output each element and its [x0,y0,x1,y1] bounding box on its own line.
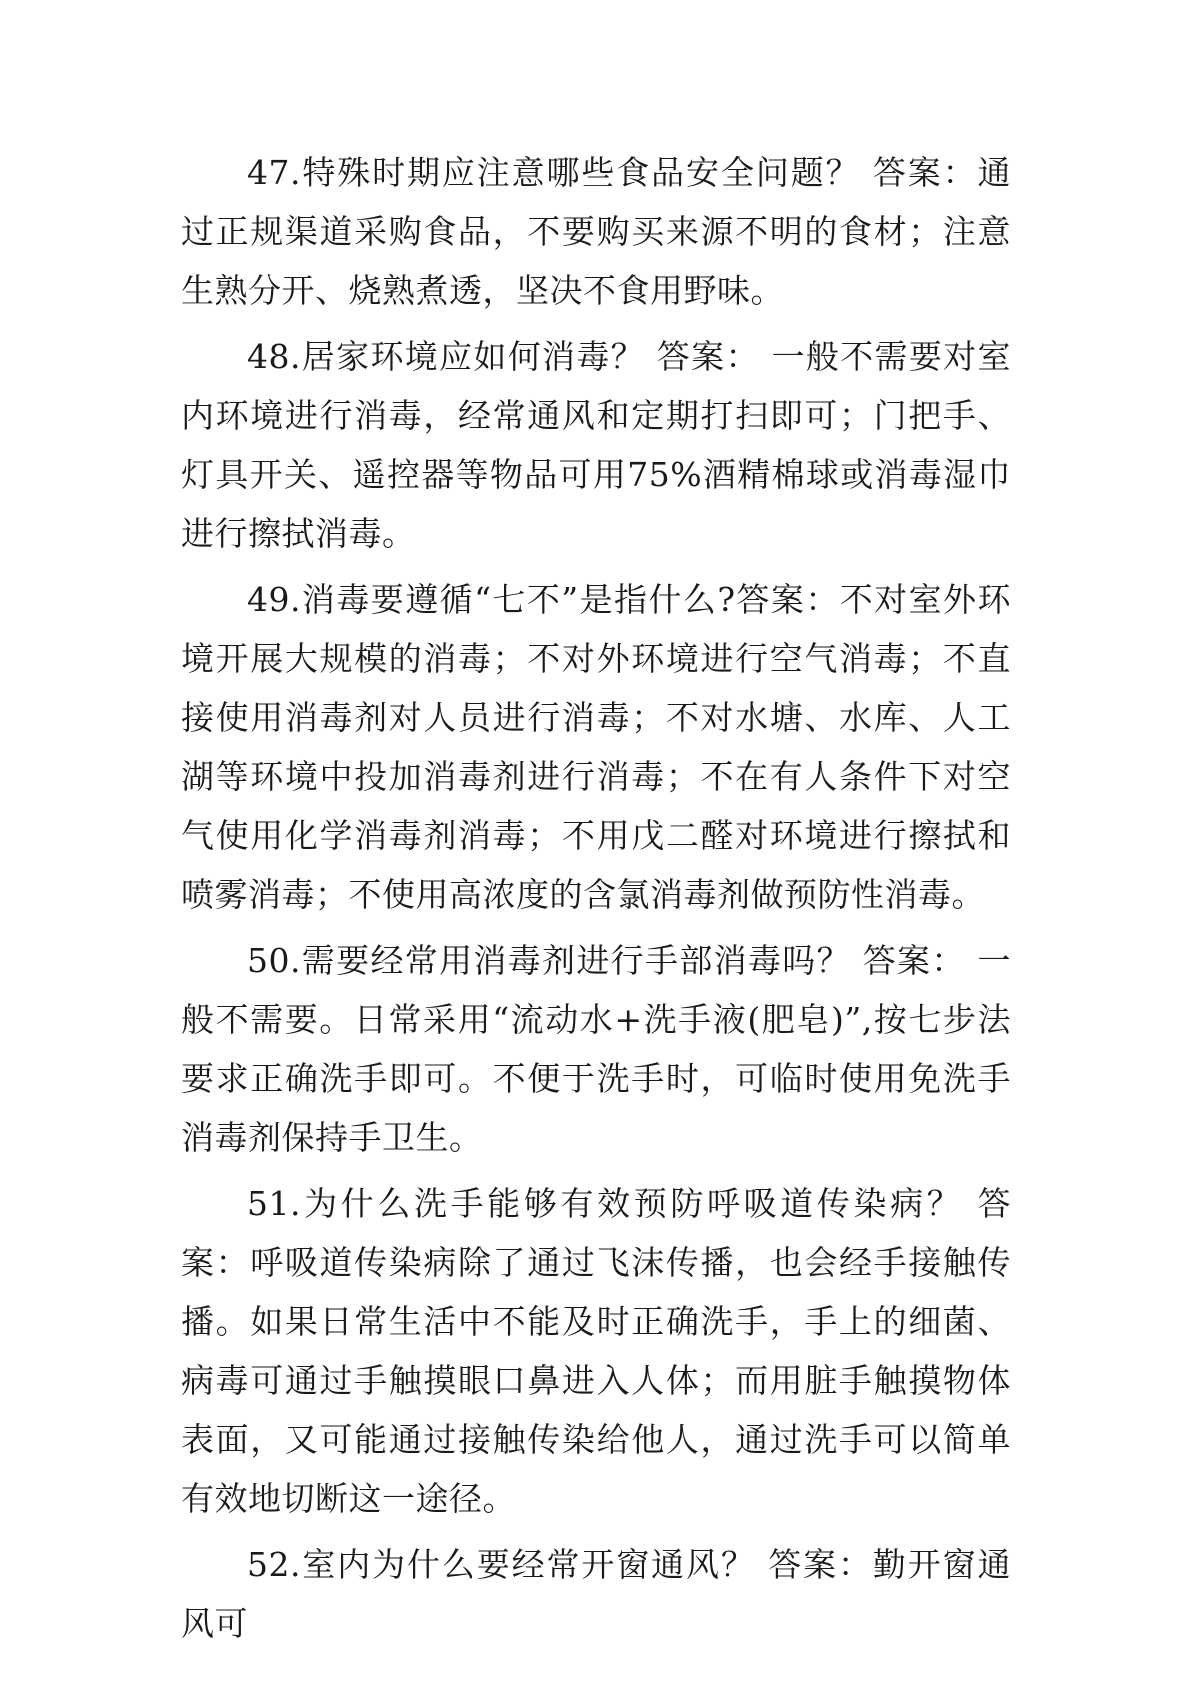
qa-paragraph-49: 49.消毒要遵循“七不”是指什么?答案：不对室外环境开展大规模的消毒；不对外环境进行空气消毒；不直接使用消毒剂对人员进行消毒；不对水塘、水库、人工湖等环境中投加消毒剂进行消毒；不在有人条件下对空气使用化学消毒剂消毒；不用戊二醛对环境进行擦拭和喷雾消毒；不使用高浓度的含氯消毒剂做预防性消毒。 [181,580,1011,914]
document-body [181,143,1011,1660]
qa-paragraph-51: 51.为什么洗手能够有效预防呼吸道传染病？ 答案：呼吸道传染病除了通过飞沫传播，也会经手接触传播。如果日常生活中不能及时正确洗手，手上的细菌、病毒可通过手触摸眼口鼻进入人体；而用脏手触摸物体表面，又可能通过接触传染给他人，通过洗手可以简单有效地切断这一途径。 [181,1184,1011,1518]
qa-paragraph-48: 48.居家环境应如何消毒？ 答案： 一般不需要对室内环境进行消毒，经常通风和定期打扫即可；门把手、灯具开关、遥控器等物品可用75%酒精棉球或消毒湿巾进行擦拭消毒。 [181,337,1011,553]
qa-paragraph-47: 47.特殊时期应注意哪些食品安全问题？ 答案：通过正规渠道采购食品，不要购买来源不明的食材；注意生熟分开、烧熟煮透，坚决不食用野味。 [181,153,1011,310]
qa-paragraph-50: 50.需要经常用消毒剂进行手部消毒吗？ 答案： 一般不需要。日常采用“流动水+洗手液(肥皂)”,按七步法要求正确洗手即可。不便于洗手时，可临时使用免洗手消毒剂保持手卫生。 [181,941,1011,1157]
qa-paragraph-52: 52.室内为什么要经常开窗通风？ 答案：勤开窗通风可 [181,1545,1011,1643]
